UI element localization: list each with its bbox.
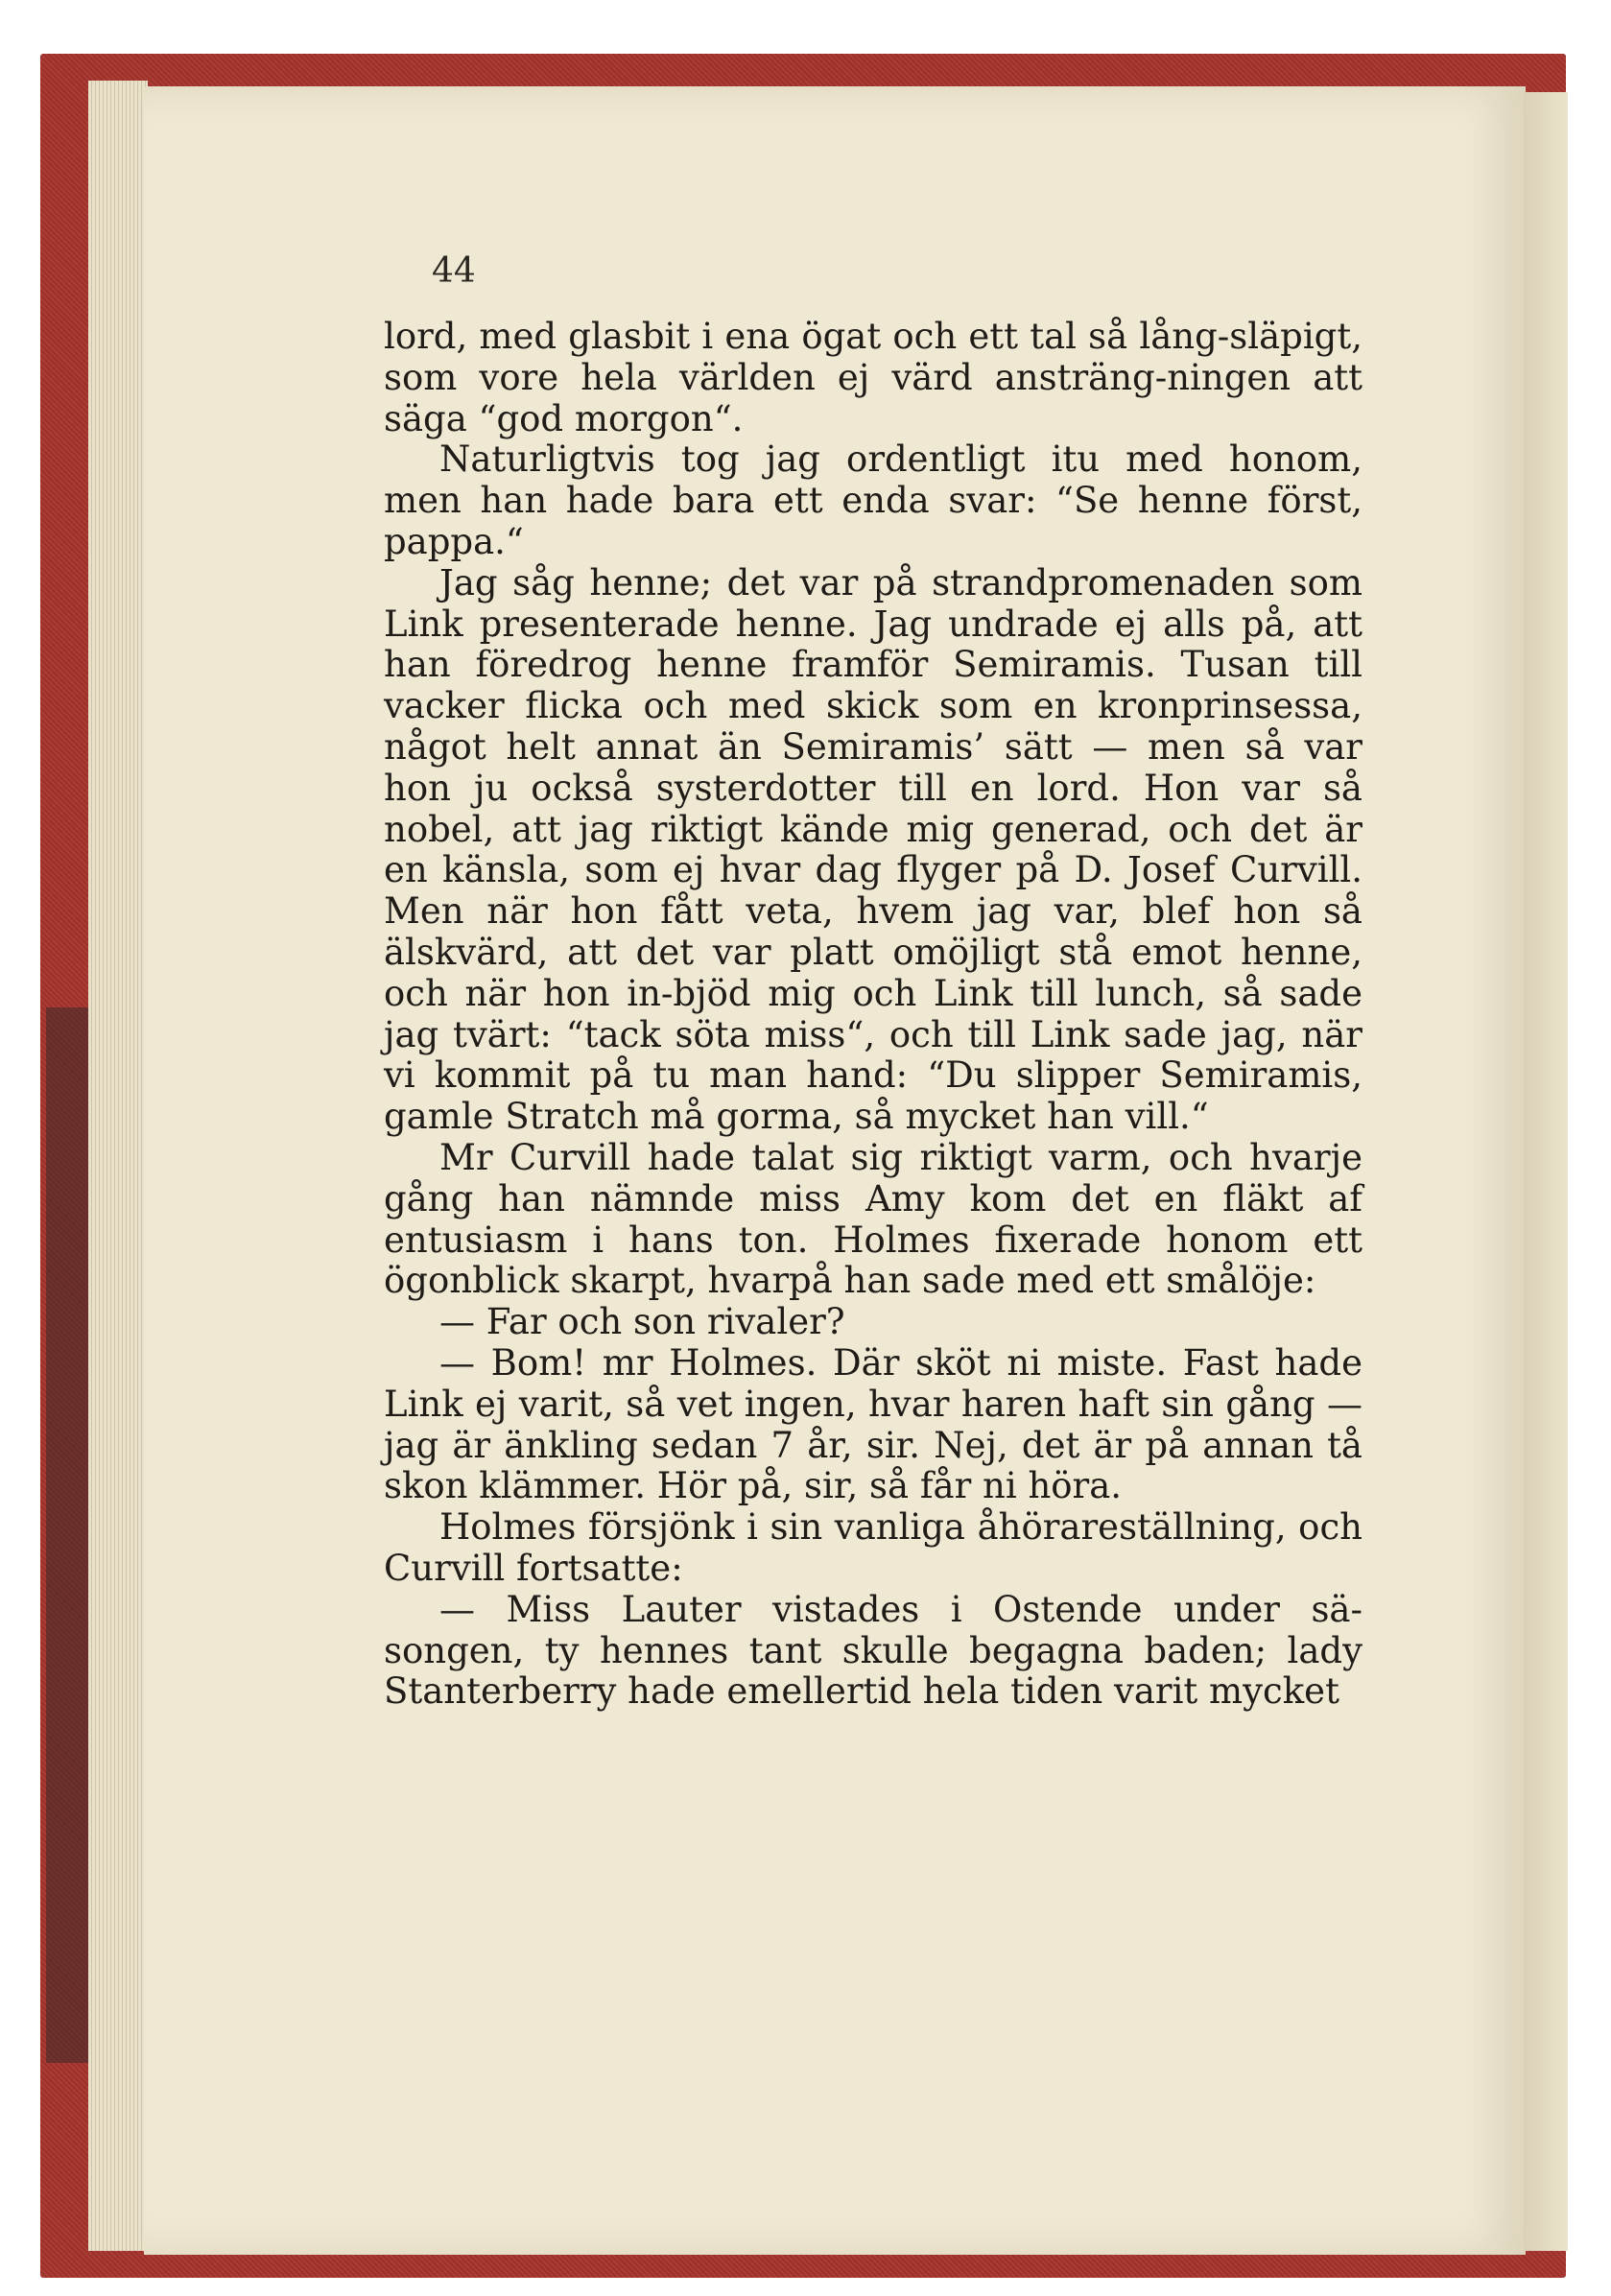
body-text — [384, 317, 1362, 1713]
paragraph-6: — Bom! mr Holmes. Där sköt ni miste. Fast hade Link ej varit, så vet ingen, hvar haren haft sin gång — jag är änkling sedan 7 år, sir. Nej, det är på annan tå skon klämmer. Hör på, sir, så får ni höra. — [384, 1341, 1362, 1507]
paragraph-5: — Far och son rivaler? — [439, 1301, 845, 1343]
facing-page-edge — [1524, 92, 1568, 2251]
page-stack-edge — [88, 81, 148, 2251]
paragraph-2: Naturligtvis tog jag ordentligt itu med honom, men han hade bara ett enda svar: “Se henne först, pappa.“ — [384, 438, 1362, 562]
paragraph-3: Jag såg henne; det var på strandpromenaden som Link presenterade henne. Jag undrade ej alls på, att han föredrog henne framför Semiramis. Tusan till vacker flicka och med skick som en kronprinsessa, något helt annat än Semiramis’ sätt — men så var hon ju också systerdotter till en lord. Hon var så nobel, att jag riktigt kände mig generad, och det är en känsla, som ej hvar dag flyger på D. Josef Curvill. Men när hon fått veta, hvem jag var, blef hon så älskvärd, att det var platt omöjligt stå emot henne, och när hon in-bjöd mig och Link till lunch, så sade jag tvärt: “tack söta miss“, och till Link sade jag, när vi kommit på tu man hand: “Du slipper Semiramis, gamle Stratch må gorma, så mycket han vill.“ — [384, 561, 1362, 1138]
page-number: 44 — [432, 251, 476, 291]
paragraph-7: Holmes försjönk i sin vanliga åhörareställning, och Curvill fortsatte: — [384, 1506, 1362, 1589]
paragraph-4: Mr Curvill hade talat sig riktigt varm, och hvarje gång han nämnde miss Amy kom det en fläkt af entusiasm i hans ton. Holmes fixerade honom ett ögonblick skarpt, hvarpå han sade med ett smålöje: — [384, 1136, 1362, 1302]
paragraph-1: lord, med glasbit i ena ögat och ett tal så lång-släpigt, som vore hela världen ej värd ansträng-ningen att säga “god morgon“. — [384, 316, 1362, 439]
paragraph-8: — Miss Lauter vistades i Ostende under sä-songen, ty hennes tant skulle begagna baden; lady Stanterberry hade emellertid hela tiden varit mycket — [384, 1588, 1362, 1713]
cover-marbled-edge — [46, 1007, 94, 2063]
